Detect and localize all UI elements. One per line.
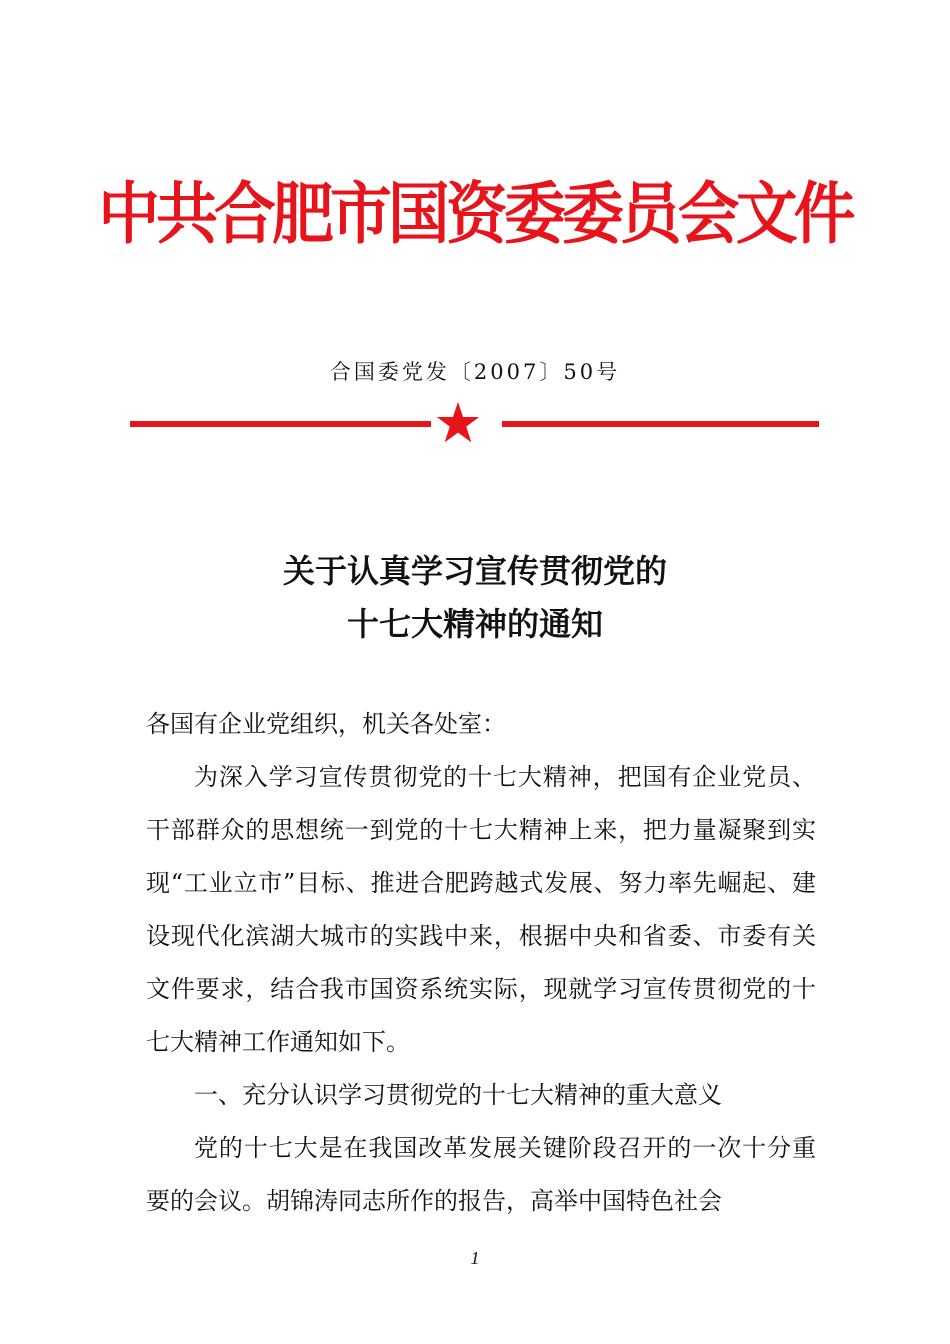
body-paragraph: 为深入学习宣传贯彻党的十七大精神，把国有企业党员、干部群众的思想统一到党的十七大精神上来，把力量凝聚到实现“工业立市”目标、推进合肥跨越式发展、努力率先崛起、建设现代化滨湖大城市的实践中来，根据中央和省委、市委有关文件要求，结合我市国资系统实际，现就学习宣传贯彻党的十七大精神工作通知如下。	[146, 763, 816, 1056]
page-number: 1	[470, 1248, 480, 1268]
document-number: 合国委党发〔2007〕50号	[329, 360, 621, 384]
document-title-line-2: 十七大精神的通知	[346, 605, 603, 643]
document-body	[146, 698, 816, 1228]
body-paragraph: 党的十七大是在我国改革发展关键阶段召开的一次十分重要的会议。胡锦涛同志所作的报告，高举中国特色社会	[146, 1134, 816, 1215]
red-rule-right	[502, 421, 819, 427]
star-icon	[435, 400, 481, 446]
section-heading: 一、充分认识学习贯彻党的十七大精神的重大意义	[194, 1081, 722, 1109]
salutation: 各国有企业党组织，机关各处室：	[146, 710, 506, 738]
document-title-line-1: 关于认真学习宣传贯彻党的	[282, 552, 667, 590]
red-rule-left	[130, 421, 431, 427]
issuer-masthead: 中共合肥市国资委委员会文件	[98, 175, 852, 253]
